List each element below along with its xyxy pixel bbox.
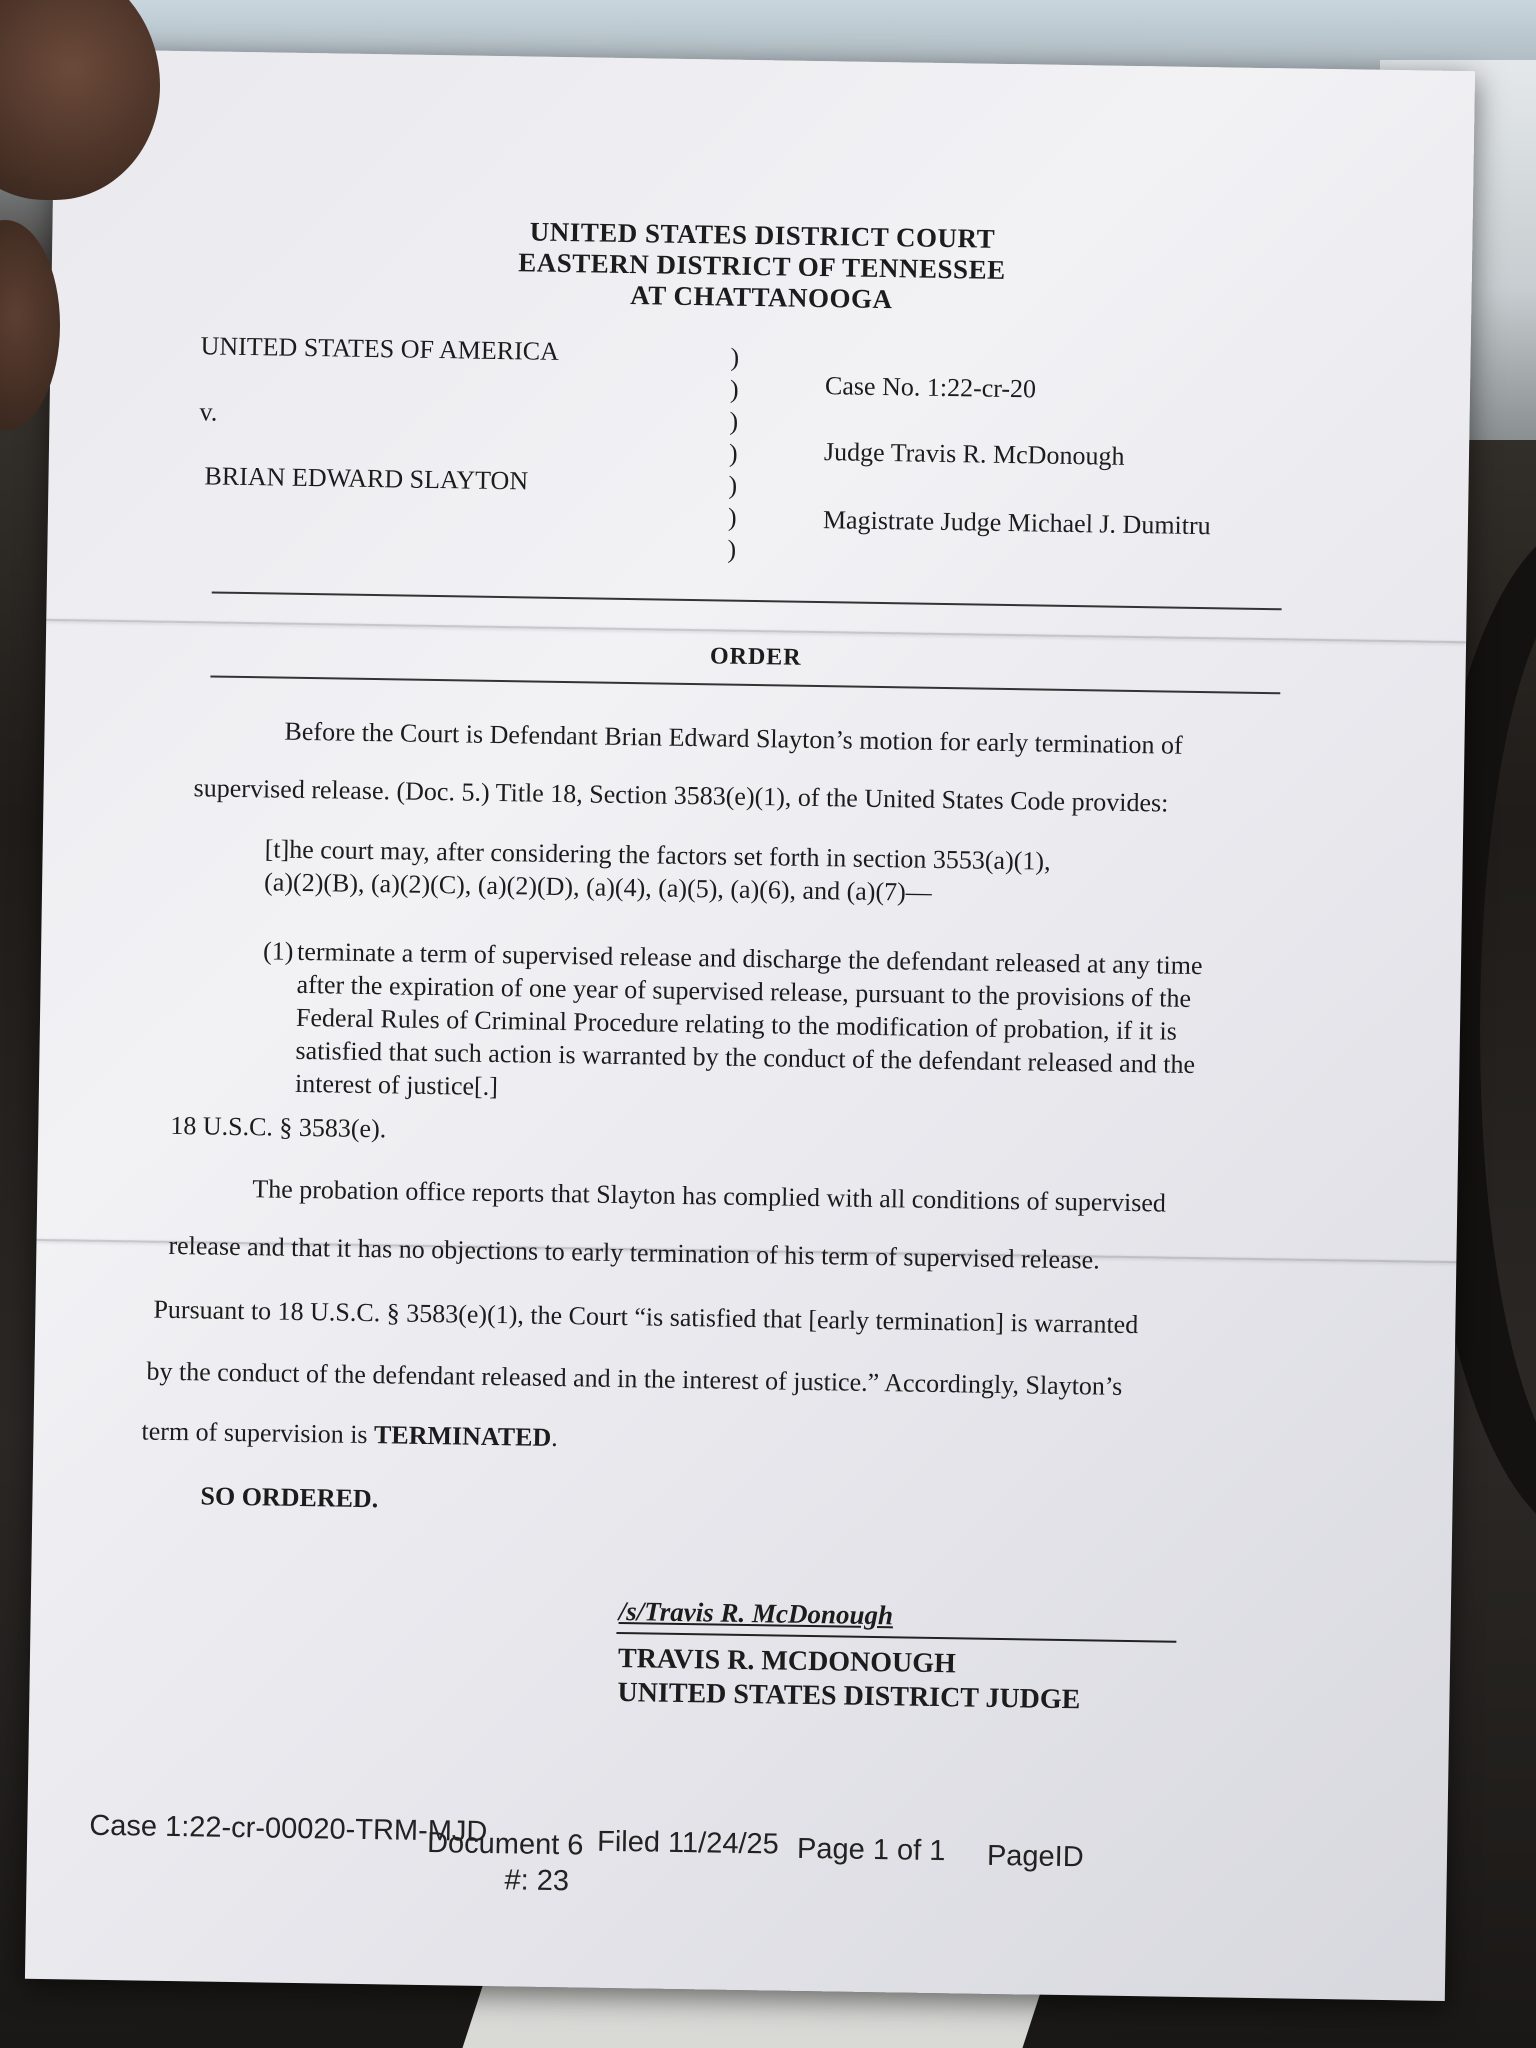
quote-line-1: [t]he court may, after considering the factors set forth in section 3553(a)(1), <box>264 834 1051 876</box>
footer-pageid: PageID <box>986 1839 1084 1874</box>
terminated-word: TERMINATED <box>373 1420 552 1452</box>
court-division: AT CHATTANOOGA <box>630 280 893 315</box>
judge-title: UNITED STATES DISTRICT JUDGE <box>617 1677 1081 1716</box>
versus-label: v. <box>199 397 218 427</box>
quote-item-text: terminate a term of supervised release and discharge the defendant released at any time after the expiration of one year of supervised release, pursuant to the provisions of the Federal Rules of Criminal Procedure relating to the modification of probation, if it is satisfied that such action is warranted by the conduct of the defendant released and the interest of justice[.] <box>294 936 1203 1102</box>
judge-name: TRAVIS R. MCDONOUGH <box>617 1643 957 1680</box>
termination-text: term of supervision is <box>141 1416 375 1450</box>
paragraph-1-line-2: supervised release. (Doc. 5.) Title 18, Section 3583(e)(1), of the United States Code provides: <box>193 773 1169 818</box>
court-name: UNITED STATES DISTRICT COURT <box>529 216 996 254</box>
order-rule <box>210 675 1280 694</box>
statute-quote-item <box>262 934 1223 1102</box>
magistrate-judge: Magistrate Judge Michael J. Dumitru <box>822 505 1211 541</box>
plaintiff-name: UNITED STATES OF AMERICA <box>200 331 560 366</box>
paragraph-2-line-2: release and that it has no objections to early termination of his term of supervised release. <box>168 1230 1100 1275</box>
judge-signature-block <box>617 1642 1081 1717</box>
terminated-period: . <box>551 1422 558 1453</box>
caption-parentheses: ) ) ) ) ) ) ) <box>727 342 740 564</box>
footer-filed: Filed 11/24/25 <box>596 1825 780 1861</box>
paragraph-2-line-1: The probation office reports that Slayton has complied with all conditions of supervised <box>252 1174 1167 1218</box>
defendant-name: BRIAN EDWARD SLAYTON <box>204 461 529 496</box>
footer-pageid-number: #: 23 <box>504 1864 570 1898</box>
quote-item-number: (1) <box>262 936 294 966</box>
court-order-document <box>25 49 1475 2001</box>
statute-citation: 18 U.S.C. § 3583(e). <box>170 1110 387 1144</box>
paragraph-2-line-5 <box>141 1416 558 1453</box>
footer-document: Document 6 <box>426 1827 584 1862</box>
quote-line-2: (a)(2)(B), (a)(2)(C), (a)(2)(D), (a)(4), (a)(5), (a)(6), and (a)(7)— <box>263 867 933 907</box>
caption-rule <box>212 591 1282 610</box>
court-district: EASTERN DISTRICT OF TENNESSEE <box>517 247 1006 285</box>
paragraph-2-line-4: by the conduct of the defendant released and in the interest of justice.” Accordingly, Slayton’s <box>146 1356 1123 1401</box>
statute-quote-intro <box>264 832 1051 910</box>
case-number: Case No. 1:22-cr-20 <box>824 371 1037 404</box>
filing-footer <box>28 1809 1448 1898</box>
paragraph-1-line-1: Before the Court is Defendant Brian Edward Slayton’s motion for early termination of <box>284 716 1183 760</box>
assigned-judge: Judge Travis R. McDonough <box>823 437 1125 471</box>
footer-case: Case 1:22-cr-00020-TRM-MJD <box>89 1809 488 1848</box>
order-title: ORDER <box>709 643 802 671</box>
paragraph-2-line-3: Pursuant to 18 U.S.C. § 3583(e)(1), the Court “is satisfied that [early termination] is warranted <box>153 1294 1139 1340</box>
court-heading <box>51 209 1472 324</box>
electronic-signature: /s/Travis R. McDonough <box>618 1596 894 1631</box>
footer-page: Page 1 of 1 <box>796 1832 946 1868</box>
so-ordered: SO ORDERED. <box>200 1481 379 1514</box>
signature-line <box>616 1632 1176 1643</box>
